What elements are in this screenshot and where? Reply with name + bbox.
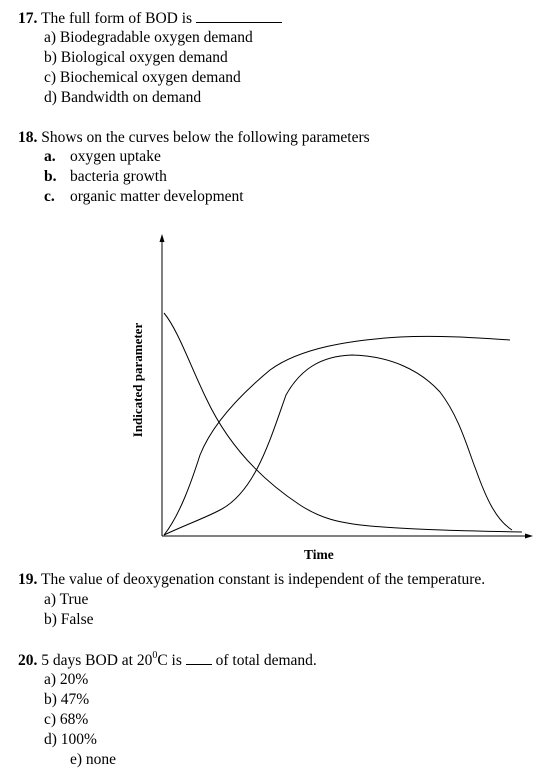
item-label: c. [44,188,55,205]
question-text: Shows on the curves below the following parameters [41,129,370,146]
q20-option-d: d) 100% [44,731,97,748]
q17-option-c: c) Biochemical oxygen demand [44,69,241,86]
degree-superscript: 0 [152,649,158,661]
q20-option-e: e) none [70,751,117,768]
curve-bell [164,355,512,535]
q19-option-b: b) False [44,611,94,628]
question-number: 18. [18,129,38,146]
item-label: a. [44,148,56,165]
q17-option-a: a) Biodegradable oxygen demand [44,29,253,46]
item-text: oxygen uptake [70,148,161,165]
q20-option-c: c) 68% [44,711,89,728]
q17-option-d: d) Bandwidth on demand [44,89,202,106]
x-axis-arrow-icon [525,534,533,539]
item-label: b. [44,168,57,185]
item-text: organic matter development [70,188,244,205]
x-axis-label: Time [304,547,334,562]
q20-option-a: a) 20% [44,671,89,688]
question-text: The value of deoxygenation constant is independent of the temperature. [40,571,486,588]
question-19 [18,570,485,590]
question-number: 17. [18,10,38,27]
y-axis-label: Indicated parameter [130,322,145,438]
question-text-before: 5 days BOD at 20 [41,652,153,669]
q19-option-a: a) True [44,591,89,608]
answer-blank [186,650,212,665]
question-text: The full form of BOD is [40,10,193,27]
question-number: 19. [18,571,38,588]
q20-option-b: b) 47% [44,691,90,708]
y-axis-arrow-icon [160,234,165,242]
question-text-after: of total demand. [215,652,317,669]
curve-saturating [164,336,510,535]
question-number: 20. [18,652,38,669]
curve-decreasing [164,313,522,532]
question-20 [18,650,317,671]
question-unit: C is [157,652,182,669]
item-text: bacteria growth [70,168,167,185]
q17-option-b: b) Biological oxygen demand [44,49,228,66]
